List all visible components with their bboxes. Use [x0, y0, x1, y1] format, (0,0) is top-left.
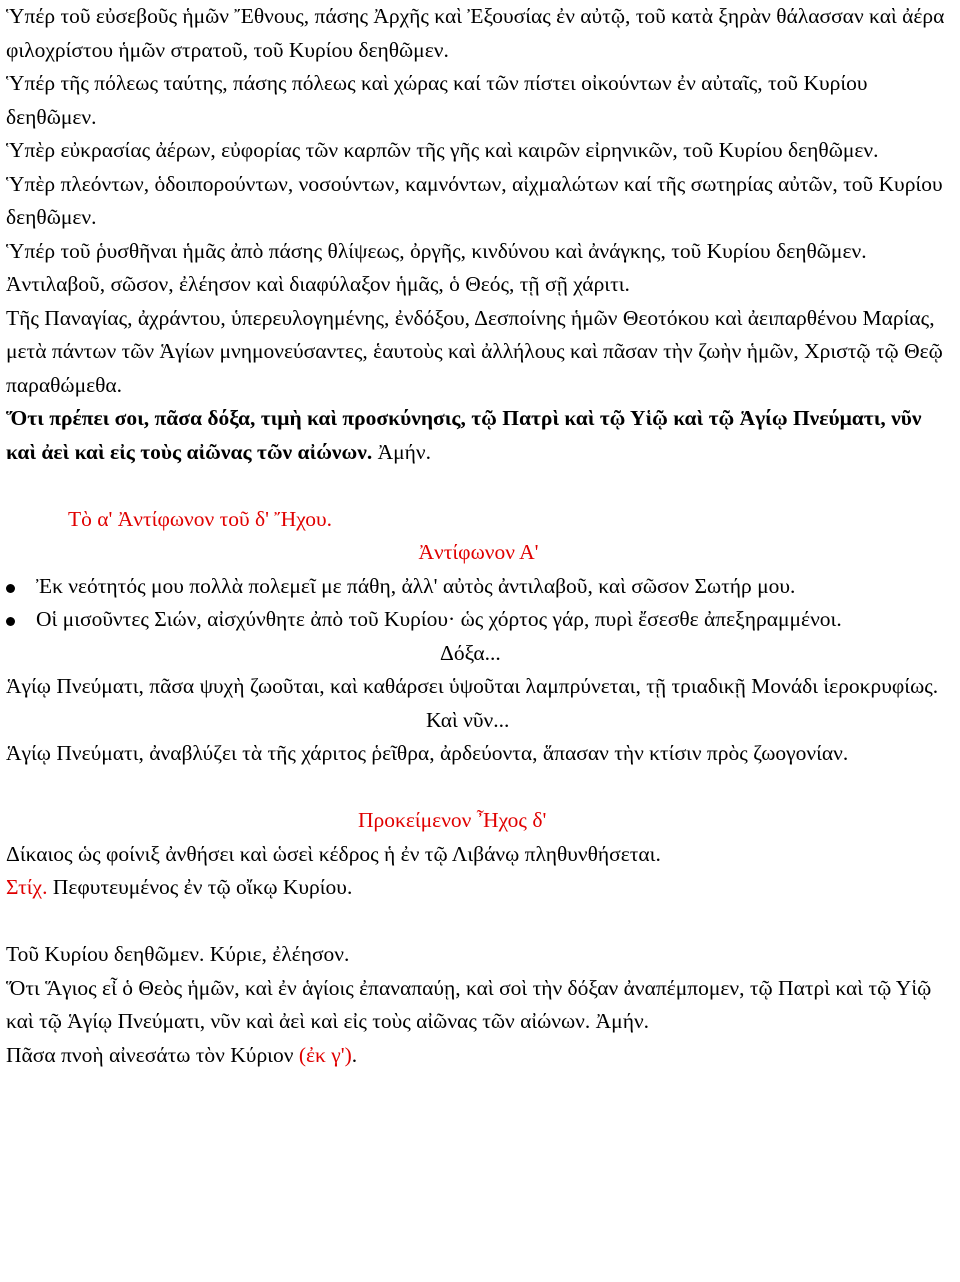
litany-petition: Ὑπὲρ πλεόντων, ὁδοιπορούντων, νοσούντων, καμνόντων, αἰχμαλώτων καί τῆς σωτηρίας αὐτῶν, τοῦ Κυρίου δεηθῶμεν. [6, 171, 943, 229]
closing-rubric: (ἐκ γ') [298, 1042, 352, 1067]
doxa-heading: Δόξα... [440, 640, 501, 665]
antiphon-verse-text: Οἱ μισοῦντες Σιών, αἰσχύνθητε ἀπὸ τοῦ Κυρίου· ὡς χόρτος γάρ, πυρὶ ἔσεσθε ἀπεξηραμμένοι. [36, 607, 842, 631]
antiphon-verse-text: Ἐκ νεότητός μου πολλὰ πολεμεῖ με πάθη, ἀλλ' αὐτὸς ἀντιλαβοῦ, καὶ σῶσον Σωτήρ μου. [36, 573, 796, 598]
stich-label: Στίχ. [6, 875, 48, 899]
spacer [6, 905, 951, 939]
antiphon-heading: Ἀντίφωνον Α' [418, 540, 539, 564]
kai-nyn-heading: Καὶ νῦν... [426, 707, 510, 732]
spacer [6, 771, 951, 805]
closing-line: Τοῦ Κυρίου δεηθῶμεν. Κύριε, ἐλέησον. [6, 942, 350, 966]
antiphon-verse-list [6, 570, 951, 637]
ekphonesis [6, 402, 951, 469]
closing-line [6, 1039, 951, 1073]
prokeimenon-text: Δίκαιος ὡς φοίνιξ ἀνθήσει καὶ ὡσεὶ κέδρος ἡ ἐν τῷ Λιβάνῳ πληθυνθήσεται. [6, 841, 661, 866]
closing-line: Ὅτι Ἅγιος εἶ ὁ Θεὸς ἡμῶν, καὶ ἐν ἁγίοις ἐπαναπαύῃ, καὶ σοὶ τὴν δόξαν ἀναπέμπομεν, τῷ Πατρὶ καὶ τῷ Υἱῷ καὶ τῷ Ἁγίῳ Πνεύματι, νῦν καὶ ἀεὶ καὶ εἰς τοὺς αἰῶνας τῶν αἰώνων. Ἀμήν. [6, 975, 932, 1033]
litany-petition: Ὑπὲρ εὐκρασίας ἀέρων, εὐφορίας τῶν καρπῶν τῆς γῆς καὶ καιρῶν εἰρηνικῶν, τοῦ Κυρίου δεηθῶμεν. [6, 138, 879, 162]
doxa-text: Ἁγίῳ Πνεύματι, πᾶσα ψυχὴ ζωοῦται, καὶ καθάρσει ὑψοῦται λαμπρύνεται, τῇ τριαδικῇ Μονάδι ἱεροκρυφίως. [6, 674, 939, 698]
litany-petition: Ἀντιλαβοῦ, σῶσον, ἐλέησον καὶ διαφύλαξον ἡμᾶς, ὁ Θεός, τῇ σῇ χάριτι. [6, 272, 630, 296]
prokeimenon-stich [6, 871, 951, 905]
antiphon-title: Τὸ α' Ἀντίφωνον τοῦ δ' Ἤχου. [68, 506, 333, 531]
closing-main-text: Πᾶσα πνοὴ αἰνεσάτω τὸν Κύριον [6, 1042, 299, 1067]
document-page [6, 0, 951, 1072]
antiphon-verse [6, 570, 951, 604]
antiphon-section [6, 503, 951, 771]
ekphonesis-amen: Ἀμήν. [372, 439, 432, 464]
kai-nyn-text: Ἁγίῳ Πνεύματι, ἀναβλύζει τὰ τῆς χάριτος ῥεῖθρα, ἀρδεύοντα, ἅπασαν τὴν κτίσιν πρὸς ζωογονίαν. [6, 741, 849, 765]
closing-period: . [351, 1042, 358, 1067]
closing-section [6, 938, 951, 1072]
spacer [6, 469, 951, 503]
prokeimenon-heading: Προκείμενον Ἦχος δ' [358, 808, 547, 832]
litany-petition: Ὑπέρ τοῦ ῥυσθῆναι ἡμᾶς ἀπὸ πάσης θλίψεως, ὀργῆς, κινδύνου καὶ ἀνάγκης, τοῦ Κυρίου δεηθῶμεν. [6, 238, 867, 263]
litany-section [6, 0, 951, 469]
antiphon-verse [6, 603, 951, 637]
litany-petition: Ὑπέρ τοῦ εὐσεβοῦς ἡμῶν Ἔθνους, πάσης Ἀρχῆς καὶ Ἐξουσίας ἐν αὐτῷ, τοῦ κατὰ ξηρὰν θάλασσαν καὶ ἀέρα φιλοχρίστου ἡμῶν στρατοῦ, τοῦ Κυρίου δεηθῶμεν. [6, 4, 945, 62]
bullet-icon [6, 617, 15, 626]
stich-text: Πεφυτευμένος ἐν τῷ οἴκῳ Κυρίου. [47, 875, 353, 899]
litany-petition: Τῆς Παναγίας, ἀχράντου, ὑπερευλογημένης, ἐνδόξου, Δεσποίνης ἡμῶν Θεοτόκου καὶ ἀειπαρθένου Μαρίας, μετὰ πάντων τῶν Ἁγίων μνημονεύσαντες, ἑαυτοὺς καὶ ἀλλήλους καὶ πᾶσαν τὴν ζωὴν ἡμῶν, Χριστῷ τῷ Θεῷ παραθώμεθα. [6, 305, 943, 397]
prokeimenon-section [6, 804, 951, 905]
bullet-icon [6, 584, 15, 593]
ekphonesis-bold-text: Ὅτι πρέπει σοι, πᾶσα δόξα, τιμὴ καὶ προσκύνησις, τῷ Πατρὶ καὶ τῷ Υἱῷ καὶ τῷ Ἁγίῳ Πνεύματι, νῦν καὶ ἀεὶ καὶ εἰς τοὺς αἰῶνας τῶν αἰώνων. [6, 406, 922, 464]
litany-petition: Ὑπέρ τῆς πόλεως ταύτης, πάσης πόλεως καὶ χώρας καί τῶν πίστει οἰκούντων ἐν αὐταῖς, τοῦ Κυρίου δεηθῶμεν. [6, 71, 868, 129]
